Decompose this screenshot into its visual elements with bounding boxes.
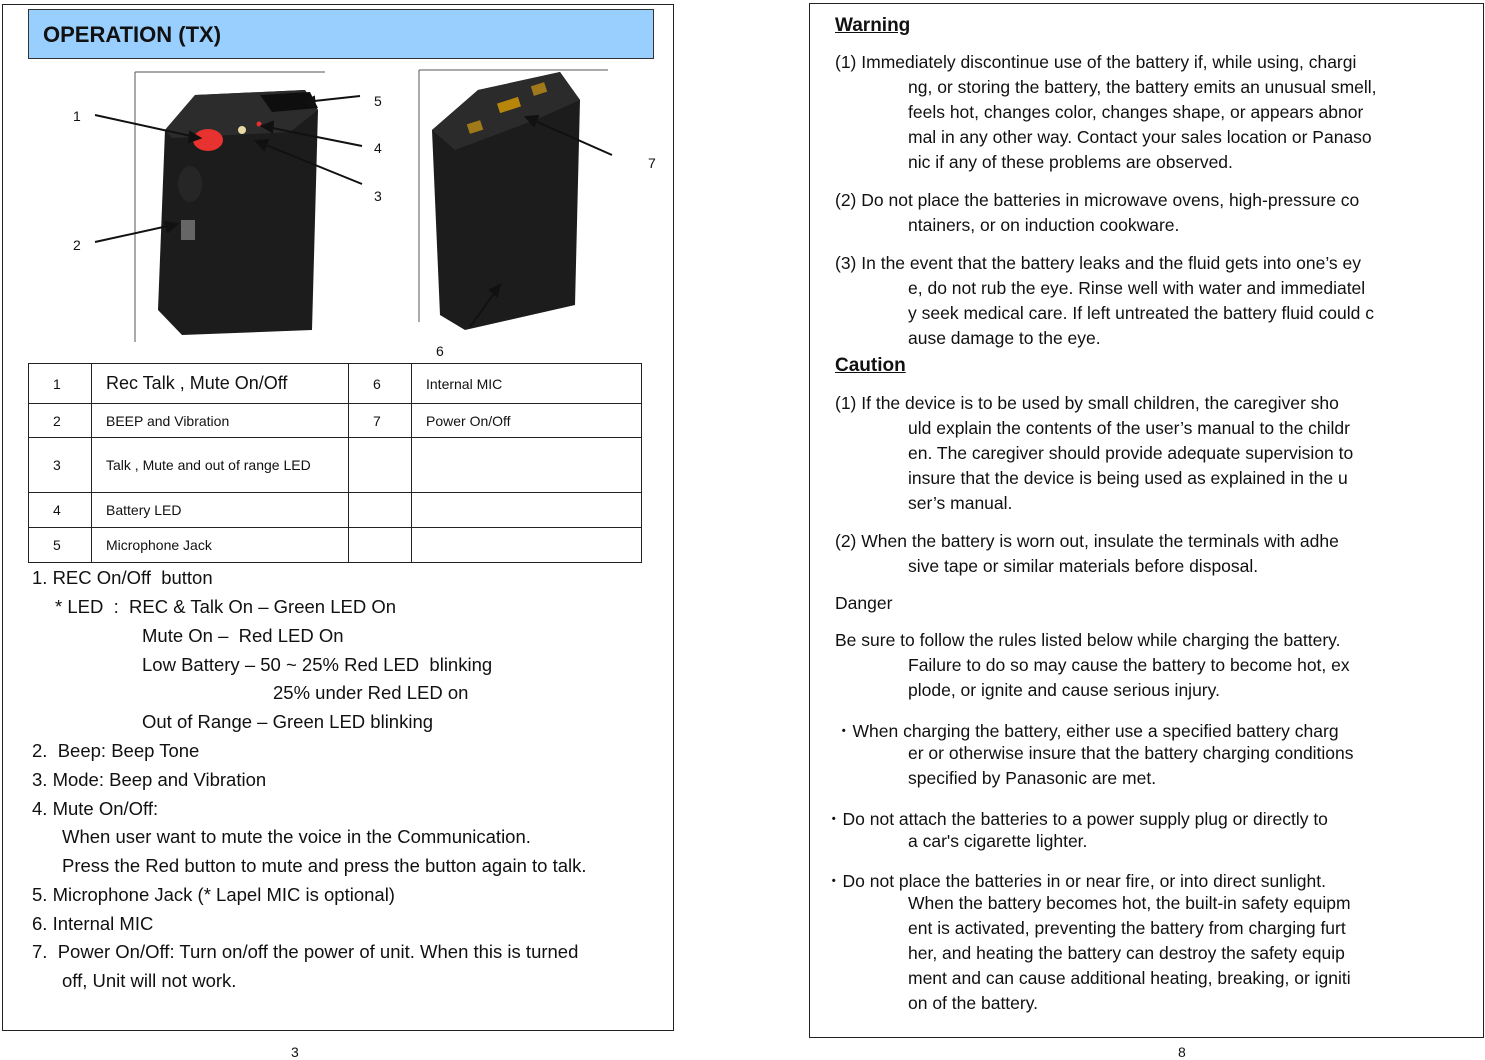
desc-line: 7. Power On/Off: Turn on/off the power of unit. When this is turned bbox=[32, 941, 579, 962]
desc-line: * LED : REC & Talk On – Green LED On bbox=[55, 596, 397, 617]
caution-line: (1) If the device is to be used by small children, the caregiver sho bbox=[835, 393, 1339, 413]
danger-line: ment and can cause additional heating, breaking, or igniti bbox=[908, 968, 1351, 988]
desc-line: 6. Internal MIC bbox=[32, 913, 154, 934]
part-number: 2 bbox=[29, 404, 92, 438]
parts-table bbox=[28, 363, 642, 563]
danger-line: ・Do not place the batteries in or near fire, or into direct sunlight. bbox=[825, 871, 1326, 891]
table-row bbox=[29, 438, 642, 493]
desc-line: Press the Red button to mute and press the button again to talk. bbox=[62, 855, 587, 876]
part-number: 7 bbox=[349, 404, 412, 438]
part-number: 1 bbox=[29, 364, 92, 404]
danger-line: specified by Panasonic are met. bbox=[908, 768, 1157, 788]
desc-line: Out of Range – Green LED blinking bbox=[142, 711, 434, 732]
warning-line: (1) Immediately discontinue use of the battery if, while using, chargi bbox=[835, 52, 1357, 72]
table-row bbox=[29, 364, 642, 404]
part-label: Power On/Off bbox=[412, 404, 642, 438]
page-number-left: 3 bbox=[291, 1044, 299, 1060]
table-row bbox=[29, 404, 642, 438]
part-label: Rec Talk , Mute On/Off bbox=[92, 364, 349, 404]
warning-line: feels hot, changes color, changes shape, or appears abnor bbox=[908, 102, 1364, 122]
part-label: Battery LED bbox=[92, 493, 349, 528]
desc-line: When user want to mute the voice in the Communication. bbox=[62, 826, 531, 847]
caution-heading: Caution bbox=[835, 355, 906, 376]
danger-line: ・When charging the battery, either use a specified battery charg bbox=[835, 721, 1339, 741]
table-row bbox=[29, 493, 642, 528]
device-figure bbox=[0, 60, 672, 360]
desc-line: Low Battery – 50 ~ 25% Red LED blinking bbox=[142, 654, 493, 675]
device-back-image bbox=[432, 72, 580, 330]
warning-line: mal in any other way. Contact your sales location or Panaso bbox=[908, 127, 1372, 147]
warning-line: (3) In the event that the battery leaks and the fluid gets into one’s ey bbox=[835, 253, 1361, 273]
callout-7: 7 bbox=[648, 155, 656, 171]
table-row bbox=[29, 528, 642, 563]
caution-line: insure that the device is being used as explained in the u bbox=[908, 468, 1348, 488]
danger-line: When the battery becomes hot, the built-in safety equipm bbox=[908, 893, 1351, 913]
warning-line: ng, or storing the battery, the battery emits an unusual smell, bbox=[908, 77, 1377, 97]
danger-line: Failure to do so may cause the battery to become hot, ex bbox=[908, 655, 1350, 675]
warning-line: (2) Do not place the batteries in microwave ovens, high-pressure co bbox=[835, 190, 1360, 210]
part-number bbox=[349, 438, 412, 493]
desc-line: 5. Microphone Jack (* Lapel MIC is optional) bbox=[32, 884, 395, 905]
part-number: 4 bbox=[29, 493, 92, 528]
danger-line: ent is activated, preventing the battery from charging furt bbox=[908, 918, 1346, 938]
danger-line: er or otherwise insure that the battery charging conditions bbox=[908, 743, 1354, 763]
part-label: BEEP and Vibration bbox=[92, 404, 349, 438]
danger-line: on of the battery. bbox=[908, 993, 1039, 1013]
warning-heading: Warning bbox=[835, 15, 911, 36]
part-label: Microphone Jack bbox=[92, 528, 349, 563]
desc-line: 2. Beep: Beep Tone bbox=[32, 740, 200, 761]
warning-line: ause damage to the eye. bbox=[908, 328, 1101, 348]
part-number: 5 bbox=[29, 528, 92, 563]
page-number-right: 8 bbox=[1178, 1044, 1186, 1060]
part-label bbox=[412, 528, 642, 563]
danger-line: her, and heating the battery can destroy the safety equip bbox=[908, 943, 1345, 963]
warning-line: e, do not rub the eye. Rinse well with water and immediatel bbox=[908, 278, 1366, 298]
caution-line: ser’s manual. bbox=[908, 493, 1013, 513]
caution-line: en. The caregiver should provide adequate supervision to bbox=[908, 443, 1354, 463]
part-number: 6 bbox=[349, 364, 412, 404]
part-label bbox=[412, 493, 642, 528]
desc-line: 25% under Red LED on bbox=[273, 682, 469, 703]
callout-4: 4 bbox=[374, 140, 382, 156]
callout-1: 1 bbox=[73, 108, 81, 124]
section-header bbox=[28, 9, 654, 59]
warning-line: y seek medical care. If left untreated the battery fluid could c bbox=[908, 303, 1374, 323]
desc-line: 1. REC On/Off button bbox=[32, 567, 213, 588]
caution-line: uld explain the contents of the user’s manual to the childr bbox=[908, 418, 1350, 438]
device-front-image bbox=[158, 90, 318, 335]
desc-line: Mute On – Red LED On bbox=[142, 625, 344, 646]
caution-line: sive tape or similar materials before disposal. bbox=[908, 556, 1259, 576]
callout-6: 6 bbox=[436, 343, 444, 359]
danger-heading: Danger bbox=[835, 593, 893, 613]
callout-5: 5 bbox=[374, 93, 382, 109]
part-number bbox=[349, 528, 412, 563]
part-label: Internal MIC bbox=[412, 364, 642, 404]
part-label: Talk , Mute and out of range LED bbox=[92, 438, 349, 493]
danger-line: Be sure to follow the rules listed below while charging the battery. bbox=[835, 630, 1341, 650]
warning-line: nic if any of these problems are observed. bbox=[908, 152, 1233, 172]
part-label bbox=[412, 438, 642, 493]
callout-2: 2 bbox=[73, 237, 81, 253]
danger-line: a car's cigarette lighter. bbox=[908, 831, 1088, 851]
caution-line: (2) When the battery is worn out, insulate the terminals with adhe bbox=[835, 531, 1339, 551]
callout-3: 3 bbox=[374, 188, 382, 204]
desc-line: off, Unit will not work. bbox=[62, 970, 237, 991]
part-number bbox=[349, 493, 412, 528]
part-number: 3 bbox=[29, 438, 92, 493]
danger-line: plode, or ignite and cause serious injury. bbox=[908, 680, 1220, 700]
warning-line: ntainers, or on induction cookware. bbox=[908, 215, 1180, 235]
desc-line: 4. Mute On/Off: bbox=[32, 798, 159, 819]
danger-line: ・Do not attach the batteries to a power supply plug or directly to bbox=[825, 809, 1328, 829]
desc-line: 3. Mode: Beep and Vibration bbox=[32, 769, 267, 790]
section-title: OPERATION (TX) bbox=[43, 22, 222, 47]
